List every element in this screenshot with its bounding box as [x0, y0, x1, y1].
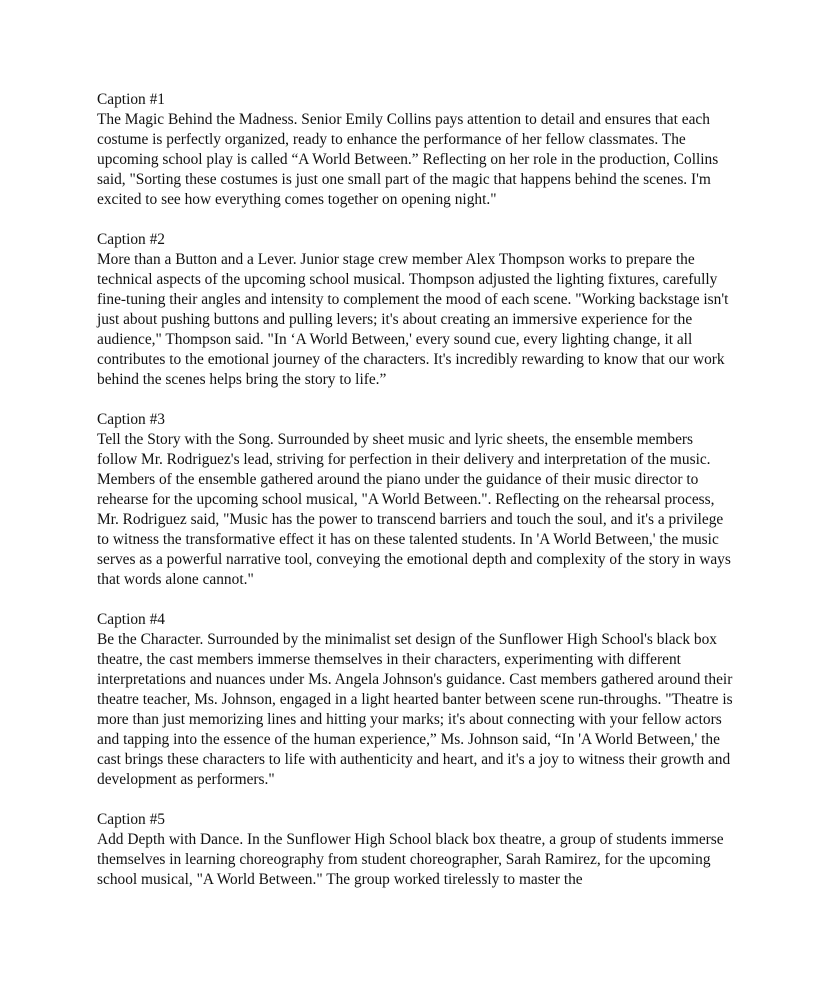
caption-4 [97, 610, 737, 790]
caption-text: Tell the Story with the Song. Surrounded by sheet music and lyric sheets, the ensemble members follow Mr. Rodriguez's lead, striving for perfection in their delivery and interpretation of the music. Members of the ensemble gathered around the piano under the guidance of their music director to rehearse for the upcoming school musical, "A World Between.". Reflecting on the rehearsal process, Mr. Rodriguez said, "Music has the power to transcend barriers and touch the soul, and it's a privilege to witness the transformative effect it has on these talented students. In 'A World Between,' the music serves as a powerful narrative tool, conveying the emotional depth and complexity of the story in ways that words alone cannot." [97, 431, 731, 588]
caption-text: Add Depth with Dance. In the Sunflower High School black box theatre, a group of students immerse themselves in learning choreography from student choreographer, Sarah Ramirez, for the upcoming school musical, "A World Between." The group worked tirelessly to master the [97, 831, 724, 888]
caption-text: Be the Character. Surrounded by the minimalist set design of the Sunflower High School's black box theatre, the cast members immerse themselves in their characters, experimenting with different interpretations and nuances under Ms. Angela Johnson's guidance. Cast members gathered around their theatre teacher, Ms. Johnson, engaged in a light hearted banter between scene run-throughs. "Theatre is more than just memorizing lines and hitting your marks; it's about connecting with your fellow actors and tapping into the essence of the human experience,” Ms. Johnson said, “In 'A World Between,' the cast brings these characters to life with authenticity and heart, and it's a joy to witness their growth and development as performers." [97, 631, 733, 788]
document-page [97, 90, 737, 910]
caption-3 [97, 410, 737, 590]
caption-heading: Caption #3 [97, 411, 165, 428]
caption-heading: Caption #1 [97, 91, 165, 108]
caption-text: More than a Button and a Lever. Junior stage crew member Alex Thompson works to prepare the technical aspects of the upcoming school musical. Thompson adjusted the lighting fixtures, carefully fine-tuning their angles and intensity to complement the mood of each scene. "Working backstage isn't just about pushing buttons and pulling levers; it's about creating an immersive experience for the audience," Thompson said. "In ‘A World Between,' every sound cue, every lighting change, it all contributes to the emotional journey of the characters. It's incredibly rewarding to know that our work behind the scenes helps bring the story to life.” [97, 251, 729, 388]
caption-text: The Magic Behind the Madness. Senior Emily Collins pays attention to detail and ensures that each costume is perfectly organized, ready to enhance the performance of her fellow classmates. The upcoming school play is called “A World Between.” Reflecting on her role in the production, Collins said, "Sorting these costumes is just one small part of the magic that happens behind the scenes. I'm excited to see how everything comes together on opening night." [97, 111, 719, 208]
caption-heading: Caption #4 [97, 611, 165, 628]
caption-heading: Caption #2 [97, 231, 165, 248]
caption-5 [97, 810, 737, 890]
caption-2 [97, 230, 737, 390]
caption-heading: Caption #5 [97, 811, 165, 828]
caption-1 [97, 90, 737, 210]
